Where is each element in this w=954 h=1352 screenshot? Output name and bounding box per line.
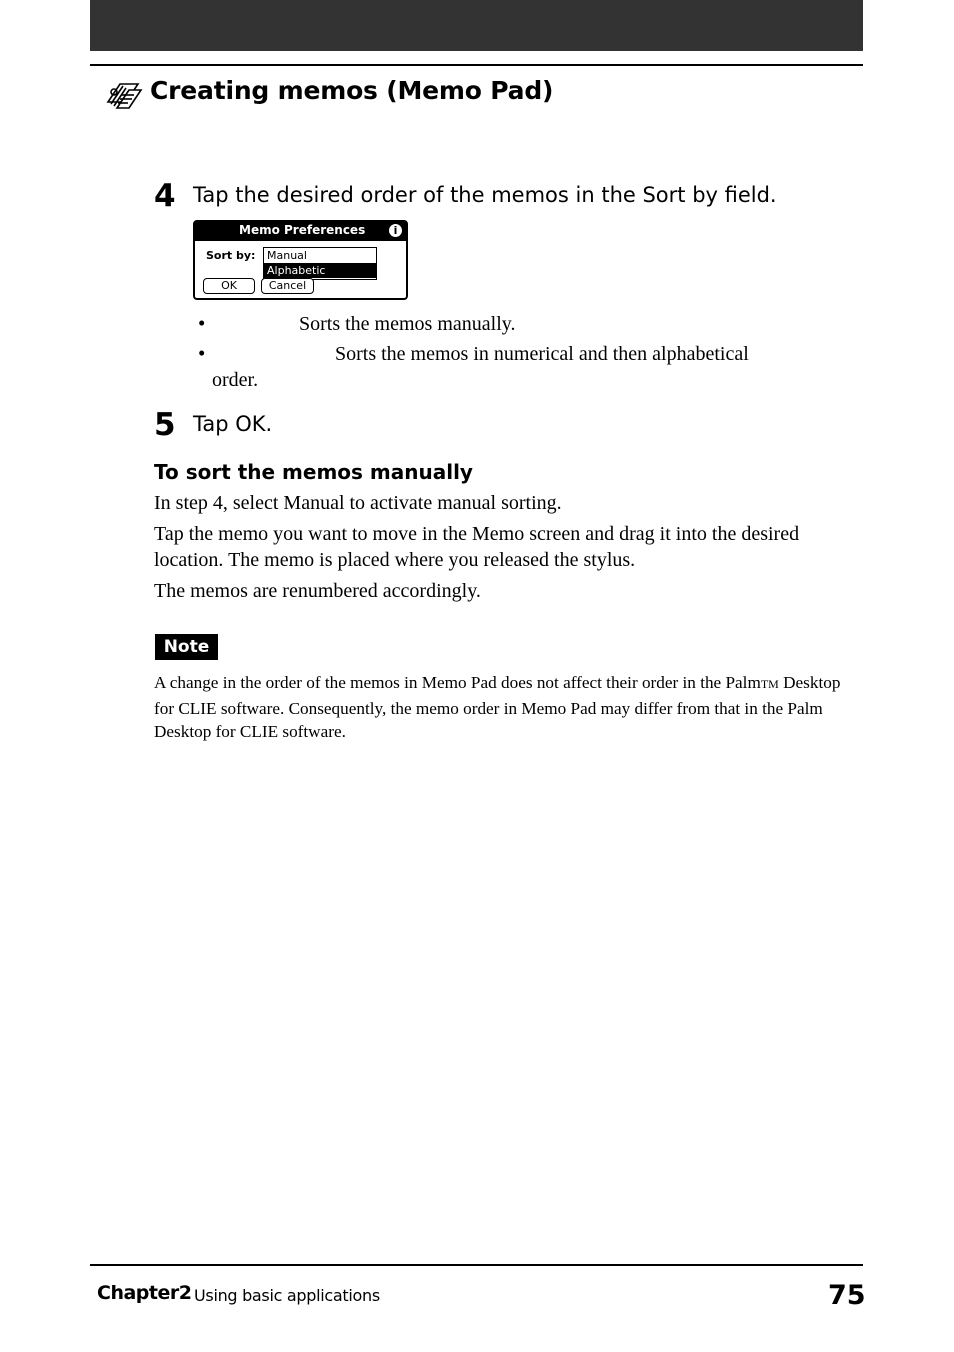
ok-button[interactable]: OK <box>203 278 255 294</box>
footer-rule <box>90 1264 863 1266</box>
bullet-marker: • <box>198 311 206 335</box>
bullet-marker: • <box>198 341 206 365</box>
bullet-manual-text: Sorts the memos manually. <box>299 313 516 335</box>
sort-option-manual[interactable]: Manual <box>267 249 307 262</box>
bullet-alphabetic-continuation: order. <box>212 369 259 391</box>
footer-chapter: Chapter2 <box>97 1282 192 1304</box>
header-bar <box>90 0 863 51</box>
footer-chapter-title: Using basic applications <box>194 1286 380 1305</box>
note-text <box>154 671 854 744</box>
header-rule <box>90 64 863 66</box>
page-number: 75 <box>828 1280 866 1311</box>
step-5-number: 5 <box>154 407 176 443</box>
sort-by-list[interactable] <box>263 247 377 280</box>
subsection-heading: To sort the memos manually <box>154 460 473 484</box>
trademark-symbol: TM <box>760 677 779 691</box>
step-4-number: 4 <box>154 178 176 214</box>
sort-option-alphabetic[interactable]: Alphabetic <box>264 263 376 278</box>
step-4-text: Tap the desired order of the memos in the Sort by field. <box>193 183 777 207</box>
sort-by-label: Sort by: <box>206 249 256 262</box>
memo-pad-icon <box>104 78 144 110</box>
note-badge: Note <box>155 634 218 660</box>
memo-preferences-dialog <box>193 220 408 300</box>
section-title: Creating memos (Memo Pad) <box>150 76 554 105</box>
dialog-title: Memo Preferences <box>239 223 366 237</box>
info-icon[interactable]: i <box>389 224 402 237</box>
bullet-alphabetic-text: Sorts the memos in numerical and then alphabetical <box>335 343 749 365</box>
note-text-part2: Desktop for CLIE software. Consequently, the memo order in Memo Pad may differ from that in the Palm Desktop for CLIE software. <box>154 673 841 741</box>
cancel-button[interactable]: Cancel <box>261 278 314 294</box>
dialog-titlebar <box>195 222 406 241</box>
paragraph: The memos are renumbered accordingly. <box>154 580 481 602</box>
paragraph: Tap the memo you want to move in the Memo screen and drag it into the desired location. The memo is placed where you released the stylus. <box>154 523 800 571</box>
note-text-part1: A change in the order of the memos in Memo Pad does not affect their order in the Palm <box>154 673 761 692</box>
step-5-text: Tap OK. <box>193 412 273 436</box>
paragraph: In step 4, select Manual to activate manual sorting. <box>154 492 562 514</box>
